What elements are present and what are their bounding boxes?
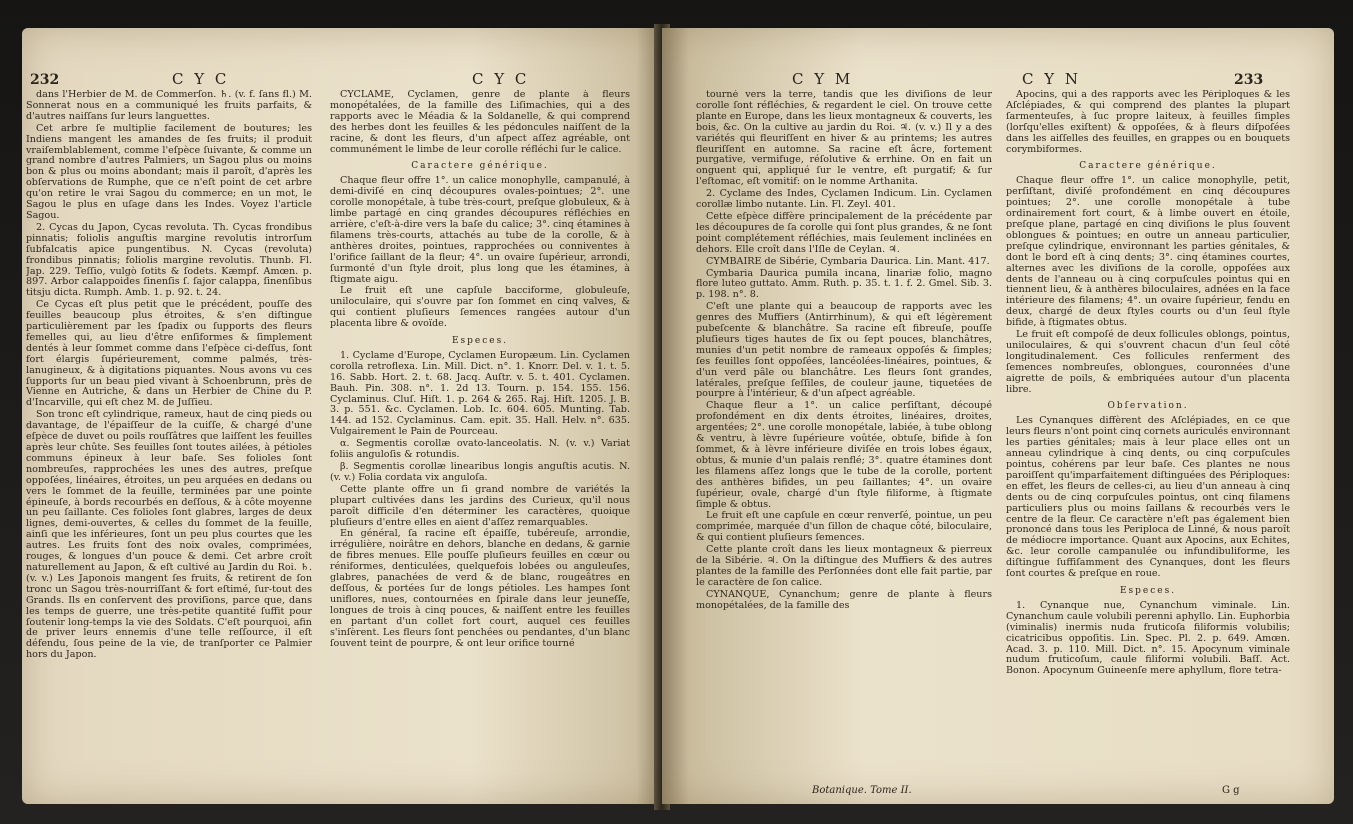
paragraph: En général, ſa racine eſt épaiſſe, tubéreuſe, arrondie, irrégulière, noirâtre en dehors, blanche en dedans, & garnie de fibres menues. Elle pouſſe pluſieurs feuilles en cœur ou réniformes, denticulées, quelquefois lobées ou anguleuſes, glabres, panachées de verd & de blanc, rougeâtres en deſſous, & portées ſur de longs pétioles. Les hampes ſont uniflores, nues, contournées en ſpirale dans leur jeuneſſe, longues de trois à cinq pouces, & naiſſent entre les feuilles en partant d'un collet fort court, auquel ces feuilles s'inſèrent. Les fleurs ſont penchées ou pendantes, d'un blanc ſouvent teint de pourpre, & ont leur orifice tourné [330, 528, 630, 649]
paragraph: Cette plante croît dans les lieux montagneux & pierreux de la Sibérie. ♃. On la diſtingue des Muffiers & des autres plantes de la famille des Perſonnées dont elle fait partie, par le caractère de ſon calice. [696, 544, 992, 588]
running-head-right-col2: C Y N [1022, 70, 1082, 88]
paragraph: 2. Cycas du Japon, Cycas revoluta. Th. Cycas frondibus pinnatis; foliolis anguſtis margine revolutis introrſum ſubfalcatis apice pungentibus. N. Cycas (revoluta) frondibus pinnatis; foliolis margine revolutis. Thunb. Fl. Jap. 229. Teſſio, vulgò ſotits & ſodets. Kæmpf. Amœn. p. 897. Arbor calappoides ſinenſis ſ. ſajor calappa, ſinenſibus titsju dicta. Rumph. Amb. 1. p. 92. t. 24. [26, 221, 312, 299]
running-head-left-col2: C Y C [472, 70, 530, 88]
paragraph: 1. Cynanque nue, Cynanchum viminale. Lin. Cynanchum caule volubili perenni aphyllo. Lin. Euphorbia (viminalis) inermis nuda fruticoſa filiformis volubilis; cicatricibus oppoſitis. Lin. Spec. Pl. 2. p. 649. Amœn. Acad. 3. p. 110. Mill. Dict. n°. 15. Apocynum viminale nudum fruticoſum, caule filiformi volubili. Baſſ. Act. Bonon. Apocynum Guineenſe mere aphyllum, flore tetra- [1006, 599, 1290, 677]
page-footer: Botanique. Tome II. [812, 785, 912, 796]
right-column-1 [696, 90, 992, 790]
paragraph: α. Segmentis corollæ ovato-lanceolatis. N. (v. v.) Variat foliis anguloſis & rotundis. [330, 438, 630, 461]
left-column-2 [330, 90, 630, 790]
paragraph: Apocins, qui a des rapports avec les Périploques & les Aſclépiades, & qui comprend des plantes la plupart ſarmenteuſes, à ſuc propre laiteux, à feuilles ſimples (lorſqu'elles exiſtent) & oppoſées, & à fleurs diſpoſées dans les aiſſelles des feuilles, en grappes ou en bouquets corymbiformes. [1006, 90, 1290, 155]
paragraph: CYMBAIRE de Sibérie, Cymbaria Daurica. Lin. Mant. 417. [706, 255, 990, 267]
paragraph: CYCLAME, Cyclamen, genre de plante à fleurs monopétalées, de la famille des Liſimachies, qui a des rapports avec le Méadia & la Soldanelle, & qui comprend des herbes dont les feuilles & les pédoncules naiſſent de la racine, & dont les fleurs, d'un aſpect aſſez agréable, ont communément le limbe de leur corolle réfléchi ſur le calice. [330, 90, 630, 155]
signature-mark: G g [1222, 785, 1240, 796]
paragraph: Cette plante offre un ſi grand nombre de variétés la plupart cultivées dans les jardins des Curieux, qu'il nous paroît difficile d'en déterminer les caractères, quoique pluſieurs d'entre elles en aient d'aſſez remarquables. [330, 483, 630, 528]
paragraph: Les Cynanques diffèrent des Aſclépiades, en ce que leurs fleurs n'ont point cinq cornets auriculés environnant les parties génitales; mais à leur place elles ont un anneau cylindrique à cinq dents, ou cinq corpuſcules pointus, cohérens par leur baſe. Ces plantes ne nous paroiſſent qu'imparfaitement diſtinguées des Périploques: en effet, les fleurs de celles-ci, au lieu d'un anneau à cinq dents ou de cinq corpuſcules pointus, ont cinq filamens particuliers plus ou moins ſaillans & recourbés vers le centre de la fleur. Ce caractère n'eſt pas également bien prononcé dans tous les Periploca de Linné, & nous paroît de médiocre importance. Quant aux Apocins, aux Echites, &c. leur corolle campanulée ou infundibuliforme, les diſtingue ſuffiſamment des Cynanques, dont les fleurs ſont courtes & preſque en roue. [1006, 415, 1290, 580]
running-head-left-col1: C Y C [172, 70, 230, 88]
paragraph: Ce Cycas eſt plus petit que le précédent, pouſſe des feuilles beaucoup plus étroites, & s'en diſtingue particulièrement par les ſpadix ou ſupports des fleurs femelles qui, au lieu d'être enſiformes & ſimplement dentés à leur ſommet comme dans l'eſpèce ci-deſſus, ſont fort élargis ſupérieurement, comme palmés, très-lanugineux, & à digitations piquantes. Nous avons vu ces ſupports ſur un beau pied vivant à Schoenbrunn, près de Vienne en Autriche, & dans un Herbier de Chine du P. d'Incarville, qui eſt chez M. de Juſſieu. [26, 299, 312, 409]
paragraph: 1. Cyclame d'Europe, Cyclamen Europæum. Lin. Cyclamen corolla retroflexa. Lin. Mill. Dict. n°. 1. Knorr. Del. v. 1. t. 5. 16. Sabb. Hort. 2. t. 68. Jacq. Auſtr. v. 5. t. 401. Cyclamen. Bauh. Pin. 308. n°. 1. 2d 13. Tourn. p. 154. 155. 156. Cyclaminus. Cluſ. Hiſt. 1. p. 264 & 265. Raj. Hiſt. 1205. J. B. 3. p. 551. &c. Cyclamen. Lob. Ic. 604. 605. Munting. Tab. 144. ad 152. Cyclaminus. Cam. epit. 35. Hall. Helv. n°. 635. Vulgairement le Pain de Pourceau. [330, 349, 630, 438]
page-number-left: 232 [30, 72, 60, 88]
paragraph: Son tronc eſt cylindrique, rameux, haut de cinq pieds ou davantage, de l'épaiſſeur de la cuiſſe, & chargé d'une eſpèce de duvet ou poils rouſſâtres que laiſſent les feuilles après leur chûte. Ses feuilles ſont toutes ailées, à pétioles communs épineux à leur baſe. Ses folioles ſont nombreuſes, rapprochées les unes des autres, preſque oppoſées, linéaires, étroites, un peu arquées en dedans ou vers le ſommet de la feuille, terminées par une pointe épineuſe, à bords recourbés en deſſous, & à côte moyenne un peu ſaillante. Ces folioles ſont glabres, larges de deux lignes, demi-ouvertes, & celles du ſommet de la feuille, ainſi que les inférieures, ſont un peu plus courtes que les autres. Les fruits ſont des noix ovales, comprimées, rouges, & longues d'un pouce & demi. Cet arbre croît naturellement au Japon, & eſt cultivé au Jardin du Roi. ♄. (v. v.) Les Japonois mangent ſes fruits, & retirent de ſon tronc un Sagou très-nourriſſant & fort eſtimé, ſur-tout des Grands. Ils en conſervent des proviſions, parce que, dans les temps de guerre, une très-petite quantité ſuffit pour ſoutenir long-temps la vie des Soldats. C'eſt pourquoi, afin de priver leurs ennemis d'une telle reſſource, il eſt défendu, ſous peine de la vie, de tranſporter ce Palmier hors du Japon. [26, 409, 312, 661]
paragraph: Chaque fleur offre 1°. un calice monophylle, campanulé, à demi-diviſé en cinq découpures ovales-pointues; 2°. une corolle monopétale, à tube très-court, preſque globuleux, & à limbe partagé en cinq grandes découpures réfléchies en arrière, c'eſt-à-dire vers la baſe du calice; 3°. cinq étamines à filamens très-courts, attachés au tube de la corolle, & à anthères droites, pointues, rapprochées ou conniventes à l'orifice ſaillant de la fleur; 4°. un ovaire ſupérieur, arrondi, ſurmonté d'un ſtyle droit, plus long que les étamines, à ſtigmate aigu. [330, 175, 630, 285]
paragraph: Cette eſpèce diffère principalement de la précédente par les découpures de ſa corolle qui ſont plus grandes, & ne ſont point complétement réfléchies, mais ſeulement inclinées en dehors. Elle croît dans l'Iſle de Ceylan. ♃. [696, 210, 992, 255]
section-heading: Especes. [1119, 585, 1177, 596]
paragraph: 2. Cyclame des Indes, Cyclamen Indicum. Lin. Cyclamen corollæ limbo nutante. Lin. Fl. Zeyl. 401. [696, 188, 992, 211]
paragraph: Le fruit eſt une capſule bacciforme, globuleuſe, uniloculaire, qui s'ouvre par ſon ſommet en cinq valves, & qui contient pluſieurs ſemences rangées autour d'un placenta libre & ovoïde. [330, 285, 630, 330]
paragraph: dans l'Herbier de M. de Commerſon. ♄. (v. f. ſans fl.) M. Sonnerat nous en a communiqué les fruits parfaits, & d'autres naiſſans ſur leurs languettes. [26, 90, 312, 122]
paragraph: Chaque fleur offre 1°. un calice monophylle, petit, perſiſtant, diviſé profondément en cinq découpures pointues; 2°. une corolle monopétale à tube ordinairement fort court, & à limbe ouvert en étoile, preſque plane, partagé en cinq diviſions le plus ſouvent oblongues & pointues; en outre un anneau particulier, preſque cylindrique, environnant les parties génitales, & dont le bord eſt à cinq dents; 3°. cinq étamines courtes, alternes avec les diviſions de la corolle, oppoſées aux dents de l'anneau ou à cinq corpuſcules pointus qui en tiennent lieu, & à anthères biloculaires, adnées en la face intérieure des filamens; 4°. un ovaire ſupérieur, fendu en deux, chargé de deux ſtyles courts ou d'un ſeul ſtyle bifide, à ſtigmates obtus. [1006, 175, 1290, 329]
section-heading: Especes. [451, 336, 509, 347]
paragraph: CYNANQUE, Cynanchum; genre de plante à fleurs monopétalées, de la famille des [696, 588, 992, 611]
left-column-1 [26, 90, 312, 790]
page-number-right: 233 [1234, 72, 1264, 88]
paragraph: tourné vers la terre, tandis que les diviſions de leur corolle ſont réfléchies, & regardent le ciel. On trouve cette plante en Europe, dans les lieux montagneux & couverts, les bois, &c. On la cultive au jardin du Roi. ♃. (v. v.) Il y a des variétés qui fleuriſſent en hiver & au printems; les autres fleuriſſent en automne. Sa racine eſt âcre, fortement purgative, vermifuge, réſolutive & errhine. On en fait un onguent qui, appliqué ſur le ventre, eſt purgatif; & ſur l'eſtomac, eſt vomitif: on le nomme Arthanita. [696, 90, 992, 188]
paragraph: Le fruit eſt compoſé de deux follicules oblongs, pointus, uniloculaires, & qui s'ouvrent chacun d'un ſeul côté longitudinalement. Ces follicules renferment des ſemences nombreuſes, oblongues, couronnées d'une aigrette de poils, & embriquées autour d'un placenta libre. [1006, 329, 1290, 395]
paragraph: β. Segmentis corollæ linearibus longis anguſtis acutis. N. (v. v.) Folia cordata vix anguloſa. [330, 461, 630, 483]
section-heading: Caractere générique. [1079, 161, 1217, 172]
paragraph: Cymbaria Daurica pumila incana, linariæ folio, magno flore luteo guttato. Amm. Ruth. p. 35. t. 1. f. 2. Gmel. Sib. 3. p. 198. n°. 8. [696, 267, 992, 301]
running-head-right-col1: C Y M [792, 70, 854, 88]
section-heading: Obſervation. [1107, 401, 1189, 412]
left-page [22, 28, 662, 804]
right-column-2 [1006, 90, 1290, 790]
paragraph: C'eſt une plante qui a beaucoup de rapports avec les genres des Muffiers (Antirrhinum), & qui eſt légèrement pubeſcente & blanchâtre. Sa racine eſt fibreuſe, pouſſe pluſieurs tiges hautes de ſix ou ſept pouces, blanchâtres, munies d'un petit nombre de rameaux oppoſés & ſimples; ſes feuilles ſont oppoſées, lancéolées-linéaires, pointues, & d'un verd pâle ou blanchâtre. Les fleurs ſont grandes, latérales, preſque ſeſſiles, de couleur jaune, tiquetées de pourpre à l'intérieur, & d'un aſpect agréable. [696, 301, 992, 400]
paragraph: Chaque fleur a 1°. un calice perſiſtant, découpé profondément en dix dents étroites, linéaires, droites, argentées; 2°. une corolle monopétale, labiée, à tube oblong & ventru, à lèvre ſupérieure voûtée, obtuſe, bifide à ſon ſommet, & à lèvre inférieure diviſée en trois lobes égaux, obtus, & munie d'un palais renflé; 3°. quatre étamines dont les filamens aſſez longs que le tube de la corolle, portent des anthères bifides, un peu ſaillantes; 4°. un ovaire ſupérieur, ovale, chargé d'un ſtyle filiforme, à ſtigmate ſimple & obtus. [696, 400, 992, 510]
paragraph: Cet arbre ſe multiplie facilement de boutures; les Indiens mangent les amandes de ſes fruits; il produit vraiſemblablement, comme l'eſpèce ſuivante, & comme un grand nombre d'autres Palmiers, un Sagou plus ou moins bon & plus ou moins abondant; mais il paroît, d'après les obſervations de Rumphe, que ce n'eſt point de cet arbre qu'on retire le vrai Sagou du commerce; en un mot, le Sagou le plus en uſage dans les Indes. Voyez l'article Sagou. [26, 122, 312, 221]
right-page [662, 28, 1334, 804]
paragraph: Le fruit eſt une capſule en cœur renverſé, pointue, un peu comprimée, marquée d'un ſillon de chaque côté, biloculaire, & qui contient pluſieurs ſemences. [696, 510, 992, 544]
section-heading: Caractere générique. [411, 161, 549, 172]
